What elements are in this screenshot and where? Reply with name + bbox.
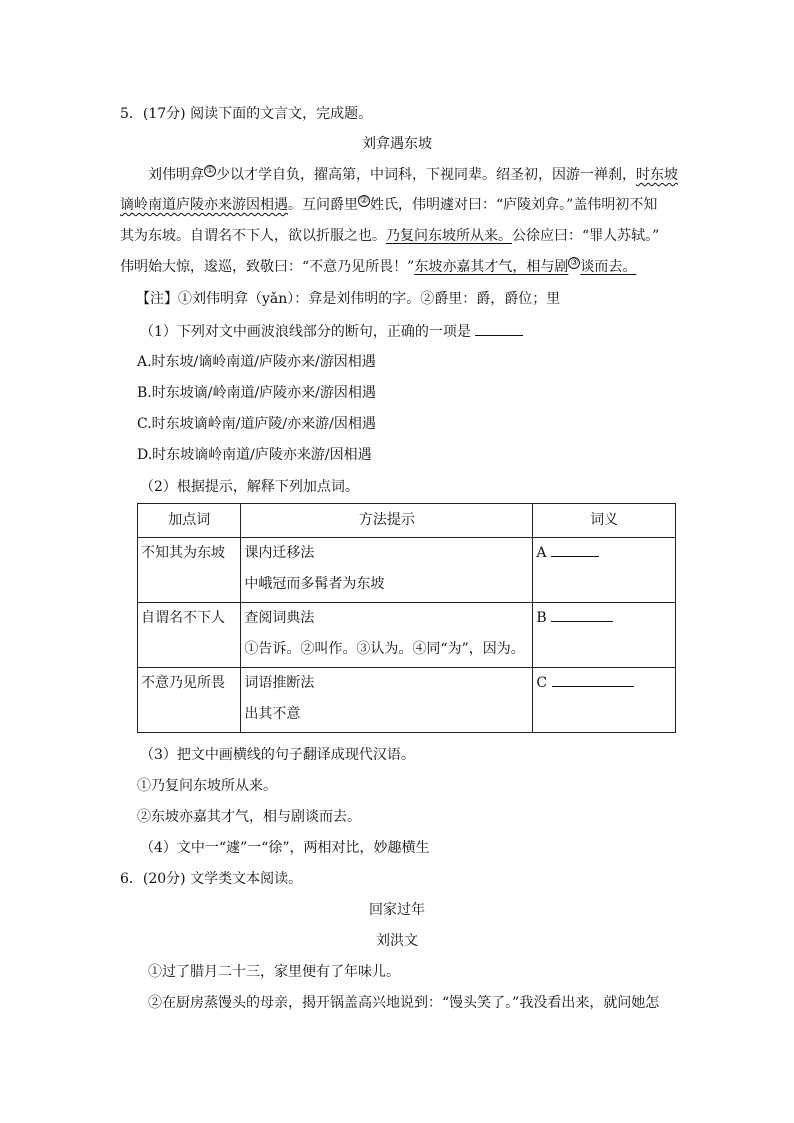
sub-question-2: （2）根据提示，解释下列加点词。: [140, 479, 359, 495]
q5-passage-title: 刘弇遇东坡: [362, 136, 432, 152]
table-cell-word: 不知其为东坡: [138, 538, 241, 603]
answer-blank[interactable]: [551, 607, 613, 622]
option-b: B.时东坡谪/岭南道/庐陵亦来/游因相遇: [137, 385, 376, 401]
q6-passage-title: 回家过年: [369, 902, 425, 918]
annotation-note: 【注】①刘伟明弇（yǎn）：弇是刘伟明的字。②爵里：爵，爵位；里: [136, 291, 561, 307]
option-c: C.时东坡谪岭南/道庐陵/亦来游/因相遇: [137, 416, 376, 432]
answer-blank[interactable]: [475, 321, 523, 336]
answer-blank[interactable]: [552, 672, 634, 687]
table-cell-answer: A: [533, 538, 676, 603]
q6-author: 刘洪文: [376, 933, 418, 949]
hints-table: [137, 503, 676, 733]
passage-line-3: 其为东坡。自谓名不下人，欲以折服之也。乃复问东坡所从来。公徐应曰：“罪人苏轼。”: [120, 228, 660, 244]
wavy-underlined-text: 谪岭南道庐陵亦来游因相遇: [120, 197, 288, 213]
table-cell-word: 不意乃见所畏: [138, 668, 241, 733]
table-header-word: 加点词: [138, 504, 241, 538]
table-cell-answer: C: [533, 668, 676, 733]
table-row: [138, 668, 676, 733]
q6-paragraph-1: ①过了腊月二十三，家里便有了年味儿。: [148, 964, 400, 980]
table-row: [138, 538, 676, 603]
note-marker: ①: [205, 166, 215, 177]
answer-blank[interactable]: [551, 542, 599, 557]
sub-question-1: （1）下列对文中画波浪线部分的断句，正确的一项是: [140, 321, 523, 342]
table-cell-method: 课内迁移法 中峨冠而多髯者为东坡: [241, 538, 533, 603]
sub-question-3-item-2: ②东坡亦嘉其才气，相与剧谈而去。: [137, 809, 361, 825]
underlined-sentence: 乃复问东坡所从来。: [386, 228, 512, 244]
wavy-underlined-text: 时东坡: [636, 167, 678, 183]
q5-heading: 5．(17分) 阅读下面的文言文，完成题。: [120, 106, 373, 122]
note-marker: ③: [570, 258, 579, 269]
table-header-method: 方法提示: [241, 504, 533, 538]
q6-paragraph-2: ②在厨房蒸馒头的母亲，揭开锅盖高兴地说到：“馒头笑了。”我没看出来，就问她怎: [148, 995, 660, 1011]
q6-heading: 6．(20分) 文学类文本阅读。: [120, 871, 303, 887]
option-a: A.时东坡/谪岭南道/庐陵亦来/游因相遇: [137, 354, 376, 370]
table-header-meaning: 词义: [533, 504, 676, 538]
table-row: [138, 603, 676, 668]
sub-question-4: （4）文中一“遽”一“徐”，两相对比，妙趣横生: [140, 840, 430, 856]
note-marker: ②: [359, 196, 369, 207]
passage-line-4: 伟明始大惊，逡巡，致敬曰：“不意乃见所畏！”东坡亦嘉其才气，相与剧 ③ 谈而去。: [120, 258, 637, 275]
sub-question-3: （3）把文中画横线的句子翻译成现代汉语。: [140, 747, 415, 763]
table-cell-method: 词语推断法 出其不意: [241, 668, 533, 733]
table-cell-word: 自谓名不下人: [138, 603, 241, 668]
passage-line-2: 谪岭南道庐陵亦来游因相遇。互问爵里 ② 姓氏，伟明遽对曰：“庐陵刘弇。”盖伟明初不知: [120, 196, 658, 213]
option-d: D.时东坡谪岭南道/庐陵亦来游/因相遇: [137, 447, 372, 463]
table-cell-answer: B: [533, 603, 676, 668]
sub-question-3-item-1: ①乃复问东坡所从来。: [137, 778, 277, 794]
passage-line-1: 刘伟明弇 ① 少以才学自负，擢高第，中词科，下视同辈。绍圣初，因游一禅刹，时东坡: [148, 166, 678, 183]
table-cell-method: 查阅词典法 ①告诉。②叫作。③认为。④同“为”，因为。: [241, 603, 533, 668]
underlined-sentence: 东坡亦嘉其才气，相与剧 ③ 谈而去。: [414, 258, 637, 275]
